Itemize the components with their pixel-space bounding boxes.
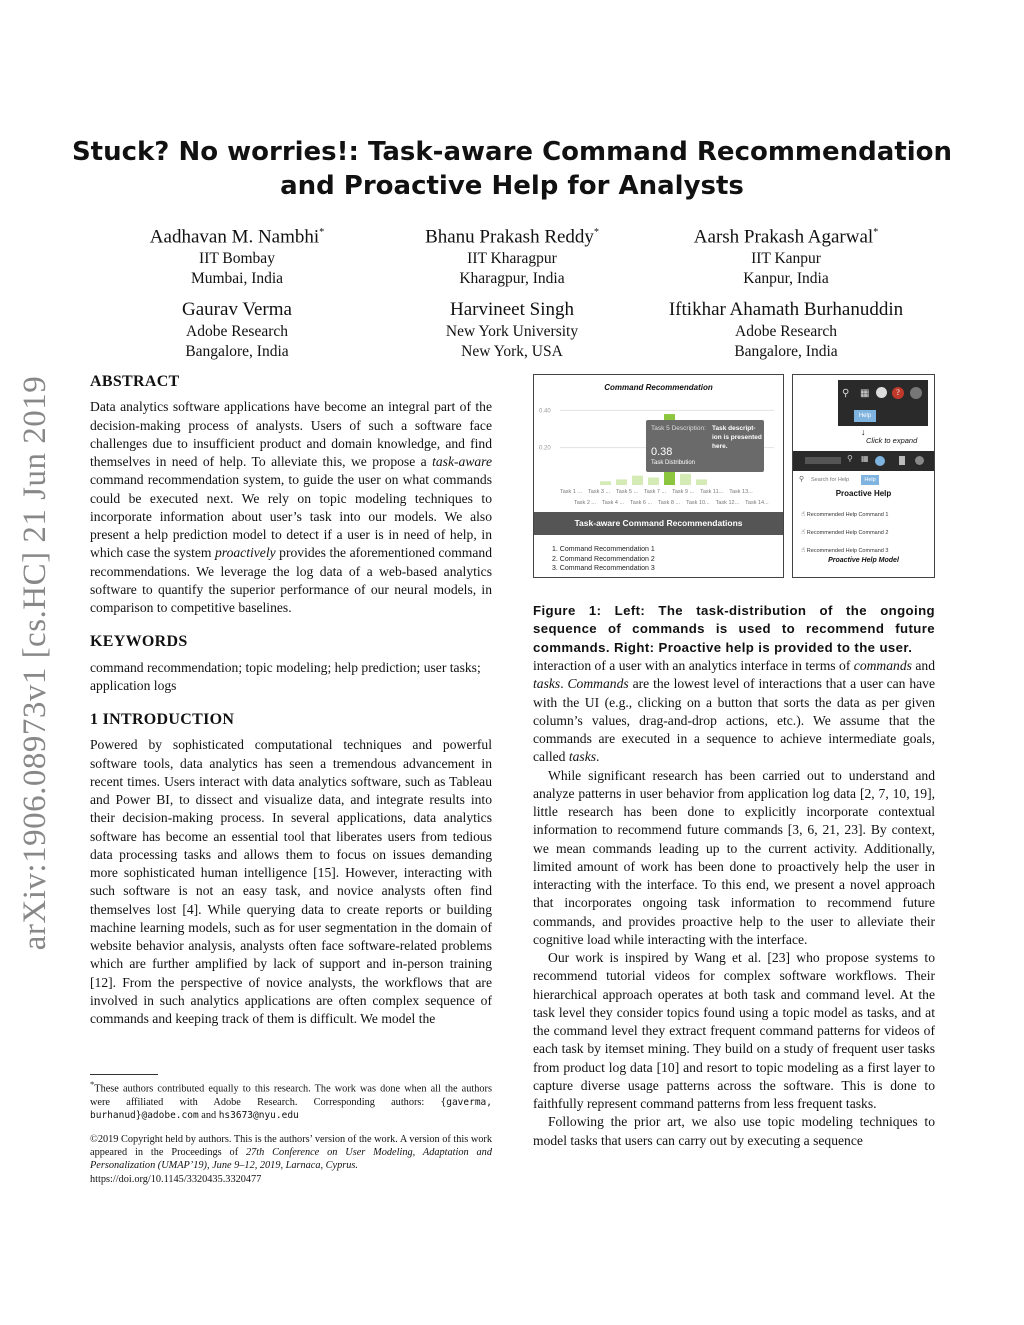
task-label: Task 7 ... — [644, 489, 667, 495]
task-label: Task 8 ... — [658, 500, 681, 506]
task-label: Task 4 ... — [602, 500, 625, 506]
author-institution: IIT Bombay — [199, 250, 275, 268]
task-labels-row-1 — [560, 489, 780, 495]
bell-icon — [876, 387, 887, 398]
tooltip-value: 0.38 — [651, 446, 673, 458]
apps-icon: ▦ — [860, 388, 870, 399]
search-icon: ⚲ — [847, 454, 853, 463]
task-label: Task 6 ... — [630, 500, 653, 506]
author-location: Kanpur, India — [743, 270, 829, 288]
paragraph: Our work is inspired by Wang et al. [23] who propose systems to recommend tutorial videos for complex software workflows. Their hierarchical approach operates at both task and command level. At the task level they consider topics found using a topic model as tasks, and at the command level they extract frequent command patterns for videos of each task by itemset mining. They build on a study of frequent user tasks from product log data [10] and resort to topic modeling as a first layer to capture diverse usage patterns across the software. This is done to faithfully represent command patterns from less frequent tasks. — [533, 950, 935, 1111]
bar-task-3[interactable] — [632, 476, 643, 485]
search-icon: ⚲ — [799, 475, 805, 483]
author-name: Iftikhar Ahamath Burhanuddin — [668, 299, 904, 320]
figure-right-panel — [792, 374, 935, 578]
bar-task-2[interactable] — [616, 479, 627, 485]
help-circle-icon[interactable]: ? — [892, 387, 904, 399]
chart-title: Command Recommendation — [604, 383, 713, 392]
author-location: Kharagpur, India — [459, 270, 565, 288]
bell-icon — [899, 456, 905, 465]
bar-task-1[interactable] — [600, 481, 611, 485]
click-hint: Click to expand — [866, 436, 918, 445]
recommendation-item[interactable]: 1. Command Recommendation 1 — [552, 546, 655, 553]
search-icon: ⚲ — [842, 388, 850, 399]
recommendation-banner: Task-aware Command Recommendations — [534, 512, 783, 535]
help-search-input[interactable]: Search for Help — [811, 477, 850, 483]
toolbar — [793, 451, 934, 471]
task-labels-row-2 — [574, 500, 780, 506]
help-button[interactable]: Help — [854, 410, 876, 422]
tooltip-sub: Task Distribution — [651, 460, 696, 466]
task-label: Task 12... — [715, 500, 740, 506]
author-name: Bhanu Prakash Reddy — [425, 226, 594, 248]
help-list — [801, 506, 888, 560]
help-circle-icon[interactable] — [875, 456, 885, 466]
tooltip-text: Task descript-ion is presented here. — [712, 425, 762, 450]
task-tooltip — [646, 420, 764, 472]
copyright-notice: ©2019 Copyright held by authors. This is the authors’ version of the work. A version of this work appeared in the Proceedings of 27th Conference on User Modeling, Adaptation and Personalization (UMAP’19), June 9–12, 2019, Larnaca, Cyprus. https://doi.org/10.1145/3320435.3320477 — [90, 1134, 492, 1185]
left-column — [90, 373, 492, 1028]
help-model-caption: Proactive Help Model — [828, 557, 899, 564]
paragraph: Following the prior art, we also use topic modeling techniques to model tasks that users can carry out by executing a sequence — [533, 1114, 935, 1148]
task-label: Task 10... — [686, 500, 710, 506]
task-label: Task 13... — [729, 489, 753, 495]
right-column — [533, 657, 935, 1150]
author-block — [362, 221, 662, 289]
toolbar-zoom — [838, 380, 928, 426]
toolbar-field — [805, 457, 841, 464]
help-item[interactable]: ☝ Recommended Help Command 2 — [801, 529, 889, 536]
pointer-icon: ☝ — [801, 511, 806, 518]
author-institution: IIT Kanpur — [751, 250, 821, 268]
avatar — [910, 387, 922, 399]
author-location: New York, USA — [461, 343, 563, 360]
title-line-1: Stuck? No worries!: Task-aware Command Recommendation — [71, 137, 953, 167]
title-line-2: and Proactive Help for Analysts — [280, 171, 744, 201]
author-institution: New York University — [445, 323, 579, 340]
author-name: Harvineet Singh — [449, 299, 574, 320]
author-location: Mumbai, India — [190, 270, 284, 288]
recommendation-item[interactable]: 2. Command Recommendation 2 — [552, 555, 655, 563]
task-label: Task 14... — [745, 500, 769, 506]
author-mark: * — [873, 227, 879, 238]
author-mark: * — [593, 227, 599, 238]
task-label: Task 3 ... — [588, 489, 611, 495]
recommendation-list — [552, 545, 655, 574]
task-label: Task 2 ... — [574, 500, 597, 506]
footnote-email[interactable]: hs3673@nyu.edu — [218, 1109, 299, 1121]
apps-icon: ▦ — [861, 454, 869, 463]
intro-heading: 1 INTRODUCTION — [90, 711, 235, 728]
figure-left-panel — [533, 374, 784, 578]
doi-link[interactable]: https://doi.org/10.1145/3320435.3320477 — [90, 1173, 262, 1185]
arrow-down-icon: ↓ — [861, 427, 866, 437]
task-label: Task 1 ... — [560, 489, 583, 495]
bar-task-7[interactable] — [696, 479, 707, 485]
author-location: Bangalore, India — [185, 343, 289, 360]
task-label: Task 5 ... — [616, 489, 639, 495]
author-name: Gaurav Verma — [182, 299, 292, 320]
help-item[interactable]: ☝ Recommended Help Command 3 — [801, 547, 889, 554]
abstract-heading: ABSTRACT — [90, 373, 180, 390]
author-institution: Adobe Research — [186, 323, 288, 340]
author-location: Bangalore, India — [734, 343, 838, 360]
y-tick-label: 0.20 — [539, 445, 551, 452]
paragraph: interaction of a user with an analytics interface in terms of commands and tasks. Commands are the lowest level of interactions that a user can have with the UI (e.g., clicking on a button that sorts the data as per given column’s values, drag-and-drop actions, etc.). We assume that the commands are executed in a sequence to achieve intermediate goals, called tasks. — [533, 658, 935, 765]
author-block — [636, 298, 936, 362]
intro-paragraph: Powered by sophisticated computational techniques and powerful software tools, data analytics has seen a tremendous advancement in recent times. Users interact with data analytics software, such as Tableau and Power BI, to dissect and visualize data, and integrate results into their decision-making process. In several applications, data analytics software has become an essential tool that liberates users from tedious data processing tasks and allows them to focus on issues demanding more sophisticated human intelligence [15]. However, interacting with such software is not an easy task, and novice analysts often find themselves lost [4]. While querying data to create reports or building machine learning models, such as for user segmentation in the domain of website behavior analysis, analysts often face software-related problems which are further amplified by lack of support and in-person training [12]. From the perspective of novice analysts, the workflows that are involved in such analytics applications are often complex sequence of commands and keeping track of them is difficult. We model the — [90, 737, 492, 1026]
abstract-text: Data analytics software applications have become an integral part of the decision-making process of analysts. Users of such a software face challenges due to insufficient product and domain knowledge, and find themselves in need of help. To alleviate this, we propose a task-aware command recommendation system, to guide the user on what commands could be executed next. We rely on topic modeling techniques to incorporate information about user’s task into our models. We also present a help prediction model to detect if a user is in need of help, in which case the system proactively provides the aforementioned command recommendations. We leverage the log data of a web-based analytics software to quantify the superior performance of our neural models, in comparison to competitive baselines. — [90, 399, 492, 615]
author-institution: Adobe Research — [735, 323, 837, 340]
author-name: Aadhavan M. Nambhi — [149, 226, 320, 248]
paper-title — [60, 135, 964, 203]
figure-caption: Figure 1: Left: The task-distribution of the ongoing sequence of commands is used to recommend future commands. Right: Proactive help is provided to the user. — [533, 603, 935, 655]
author-block — [87, 221, 387, 289]
y-tick-label: 0.40 — [539, 408, 551, 415]
task-label: Task 9 ... — [672, 489, 695, 495]
footnote-email[interactable]: {gaverma, burhanud}@adobe.com — [90, 1096, 492, 1121]
task-label: Task 11... — [700, 489, 724, 495]
paragraph: While significant research has been carried out to understand and analyze patterns in user behavior from application log data [2, 7, 10, 19], little research has been done to explicitly incorporate contextual information to recommend future commands [3, 6, 21, 23]. By context, we mean commands leading up to the current activity. Additionally, limited amount of work has been done to proactively help the user in interacting with the interface. To this end, we present a novel approach that incorporates ongoing task information to recommend future commands, and provides proactive help to the user to alleviate their cognitive load while interacting with the interface. — [533, 767, 935, 947]
author-institution: IIT Kharagpur — [467, 250, 557, 268]
author-block — [636, 221, 936, 289]
avatar — [915, 456, 924, 465]
recommendation-item[interactable]: 3. Command Recommendation 3 — [552, 565, 655, 572]
keywords-text: command recommendation; topic modeling; help prediction; user tasks; application logs — [90, 659, 481, 693]
help-button[interactable]: Help — [861, 475, 879, 485]
bar-task-6[interactable] — [680, 474, 691, 485]
help-panel-title: Proactive Help — [835, 489, 892, 498]
author-name: Aarsh Prakash Agarwal — [693, 226, 874, 248]
bar-task-4[interactable] — [648, 478, 659, 485]
author-mark: * — [319, 227, 325, 238]
tooltip-label: Task 5 Description: — [651, 425, 706, 432]
footnote-divider — [90, 1074, 158, 1075]
pointer-icon: ☝ — [801, 547, 806, 554]
arxiv-stamp: arXiv:1906.08973v1 [cs.HC] 21 Jun 2019 — [17, 375, 53, 951]
author-block — [362, 298, 662, 362]
help-item[interactable]: ☝ Recommended Help Command 1 — [801, 511, 889, 518]
pointer-icon: ☝ — [801, 529, 806, 536]
footnote: *These authors contributed equally to this research. The work was done when all the authors were affiliated with Adobe Research. Corresponding authors: {gaverma, burhanud}@adobe.com and hs3673@nyu.edu — [90, 1079, 492, 1121]
author-block — [87, 298, 387, 362]
keywords-heading: KEYWORDS — [90, 633, 188, 651]
